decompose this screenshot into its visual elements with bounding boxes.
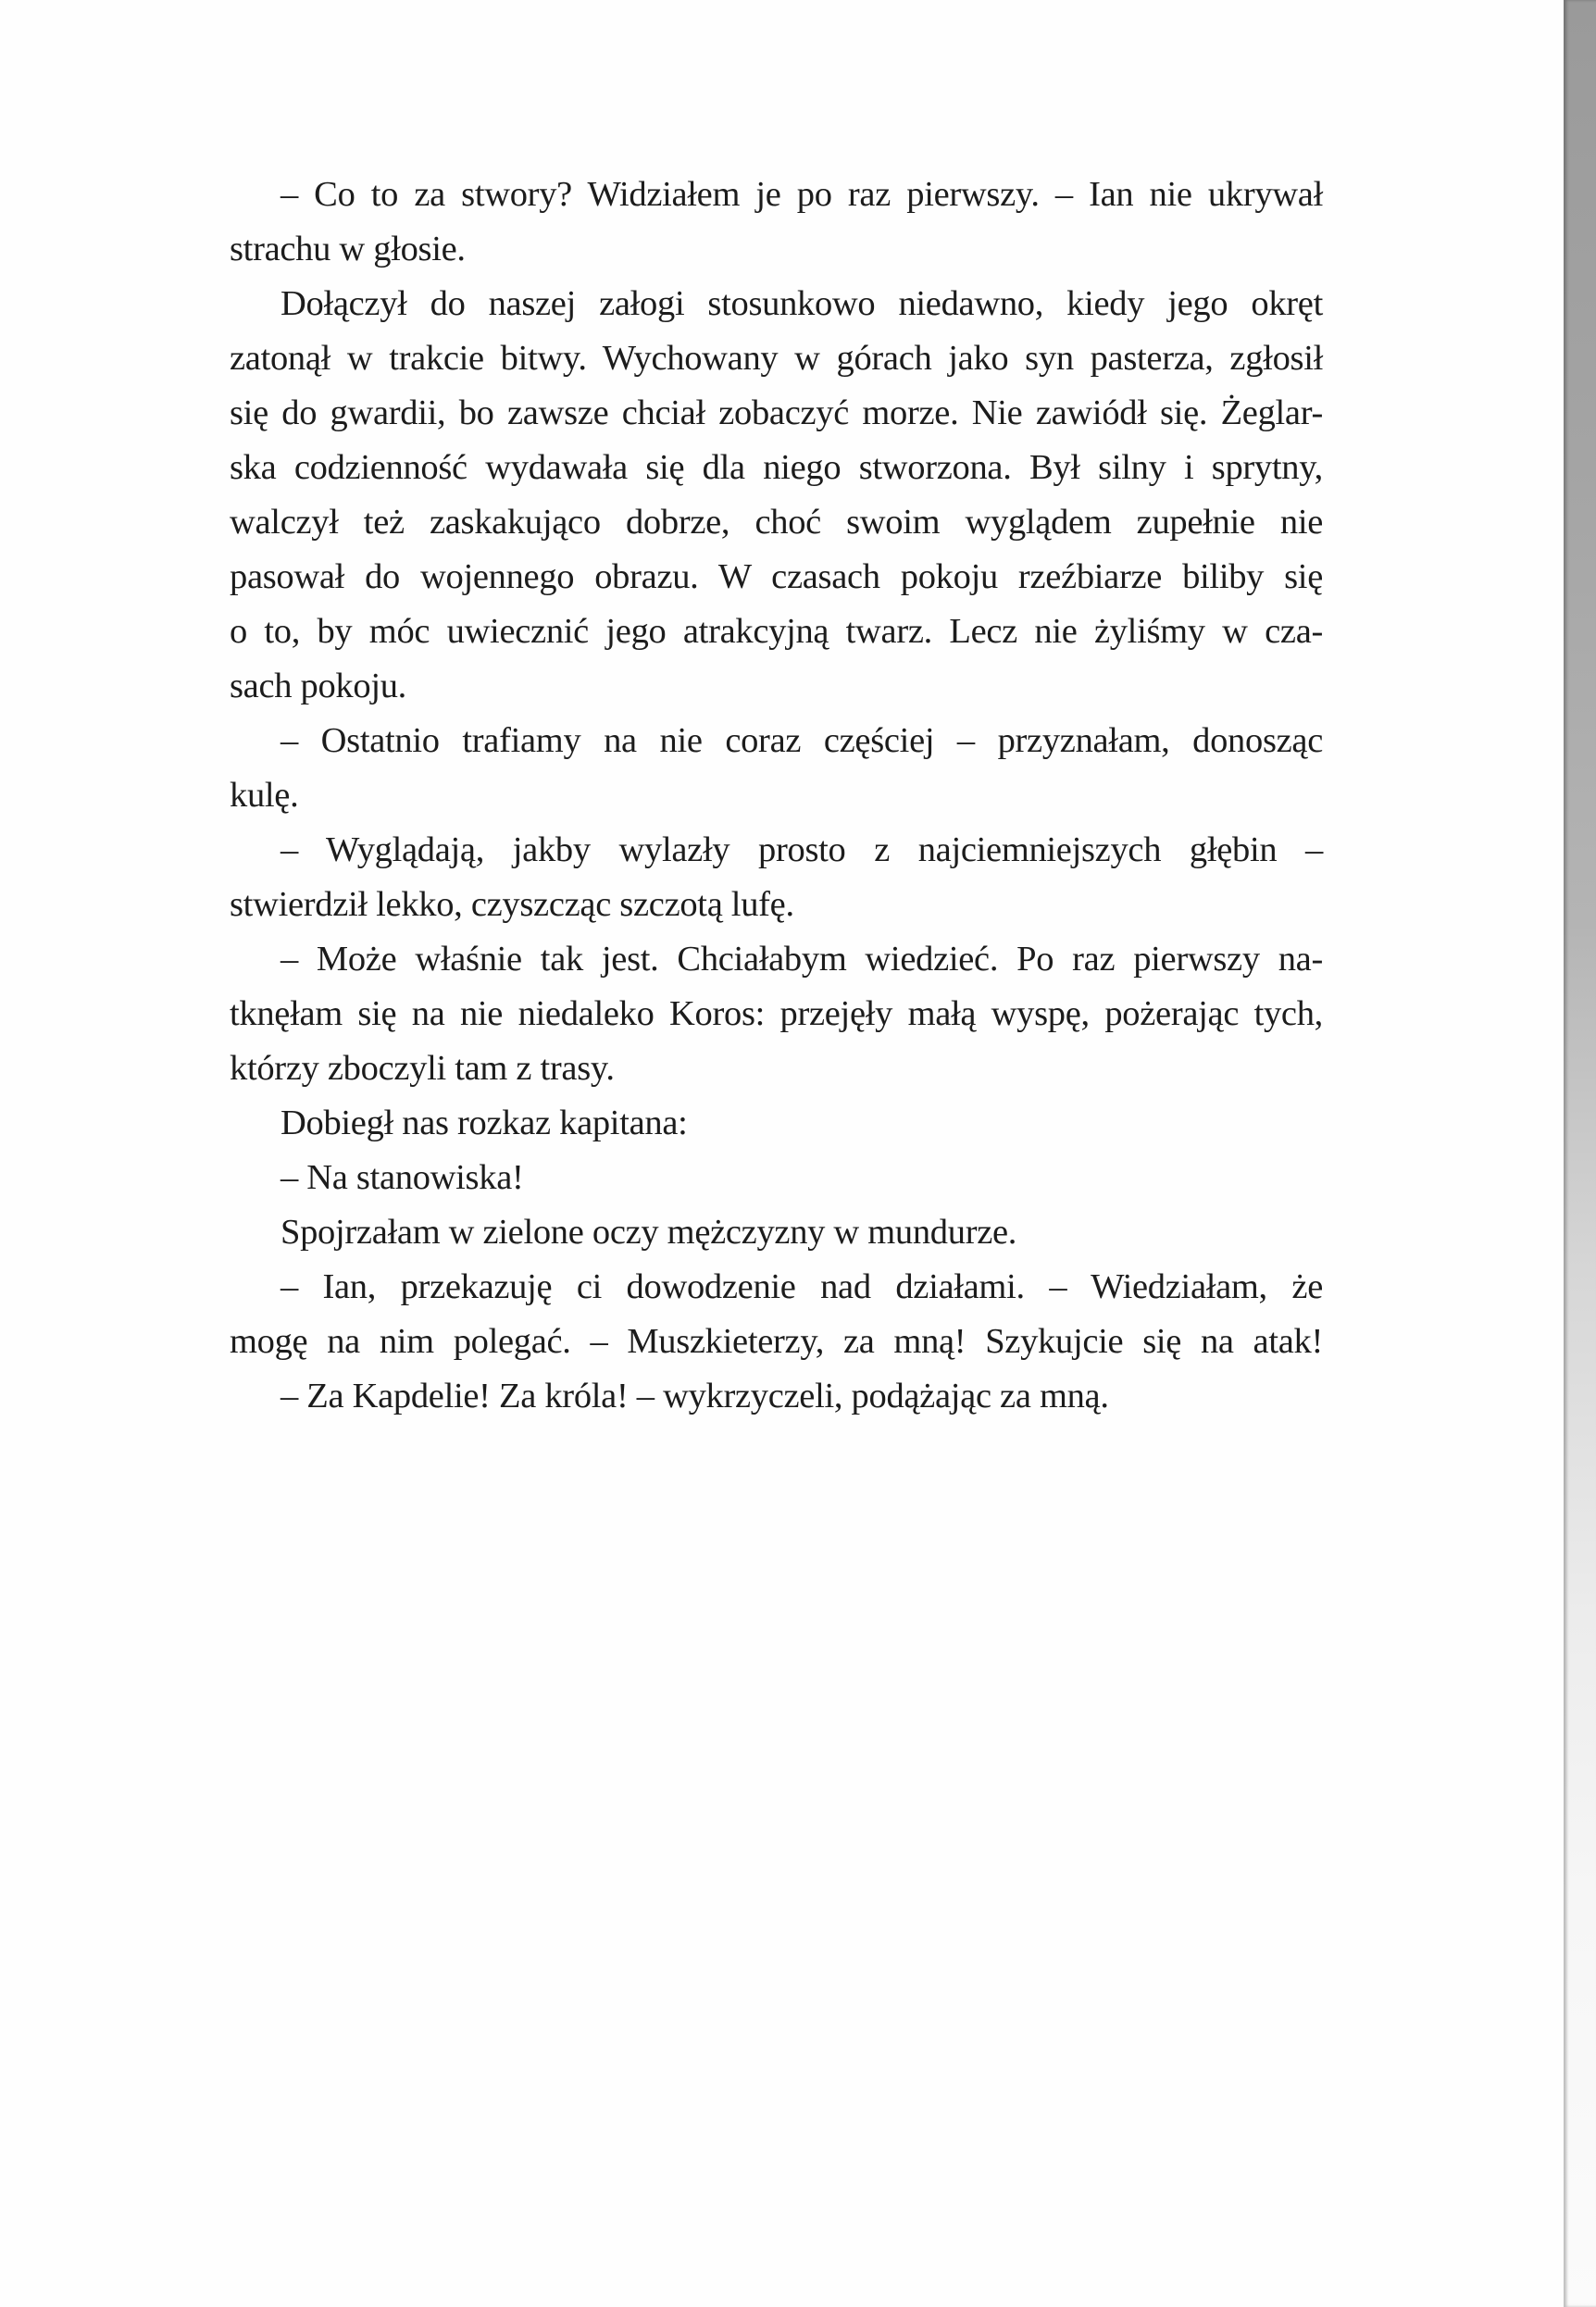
page-binding-shadow <box>1564 0 1596 2307</box>
text-line: – Wyglądają, jakby wylazły prosto z najciemniejszych głębin – <box>281 830 1323 869</box>
text-line: którzy zboczyli tam z trasy. <box>230 1049 615 1088</box>
text-line: ska codzienność wydawała się dla niego stworzona. Był silny i sprytny, <box>230 448 1323 487</box>
text-line: kulę. <box>230 776 299 815</box>
text-line: się do gwardii, bo zawsze chciał zobaczyć morze. Nie zawiódł się. Żeglar- <box>230 393 1323 432</box>
text-line: mogę na nim polegać. – Muszkieterzy, za mną! Szykujcie się na atak! <box>230 1322 1323 1361</box>
text-line: o to, by móc uwiecznić jego atrakcyjną twarz. Lecz nie żyliśmy w cza- <box>230 612 1323 651</box>
text-line: Spojrzałam w zielone oczy mężczyzny w mundurze. <box>281 1213 1017 1252</box>
text-line: pasował do wojennego obrazu. W czasach pokoju rzeźbiarze biliby się <box>230 557 1323 596</box>
text-line: – Za Kapdelie! Za króla! – wykrzyczeli, podążając za mną. <box>281 1377 1109 1415</box>
text-line: – Ostatnio trafiamy na nie coraz częściej – przyznałam, donosząc <box>281 721 1323 760</box>
text-line: stwierdził lekko, czyszcząc szczotą lufę. <box>230 885 794 924</box>
text-line: – Może właśnie tak jest. Chciałabym wiedzieć. Po raz pierwszy na- <box>281 940 1323 979</box>
text-line: sach pokoju. <box>230 667 407 705</box>
text-line: zatonął w trakcie bitwy. Wychowany w górach jako syn pasterza, zgłosił <box>230 339 1323 378</box>
text-line: – Co to za stwory? Widziałem je po raz pierwszy. – Ian nie ukrywał <box>281 175 1323 214</box>
page-text-block <box>230 168 1323 1424</box>
text-line: – Na stanowiska! <box>281 1158 524 1197</box>
text-line: tknęłam się na nie niedaleko Koros: przejęły małą wyspę, pożerając tych, <box>230 994 1323 1033</box>
text-line: Dołączył do naszej załogi stosunkowo niedawno, kiedy jego okręt <box>281 284 1323 323</box>
text-line: walczył też zaskakująco dobrze, choć swoim wyglądem zupełnie nie <box>230 503 1323 542</box>
text-line: strachu w głosie. <box>230 230 466 268</box>
text-line: Dobiegł nas rozkaz kapitana: <box>281 1104 688 1142</box>
text-line: – Ian, przekazuję ci dowodzenie nad działami. – Wiedziałam, że <box>281 1267 1323 1306</box>
